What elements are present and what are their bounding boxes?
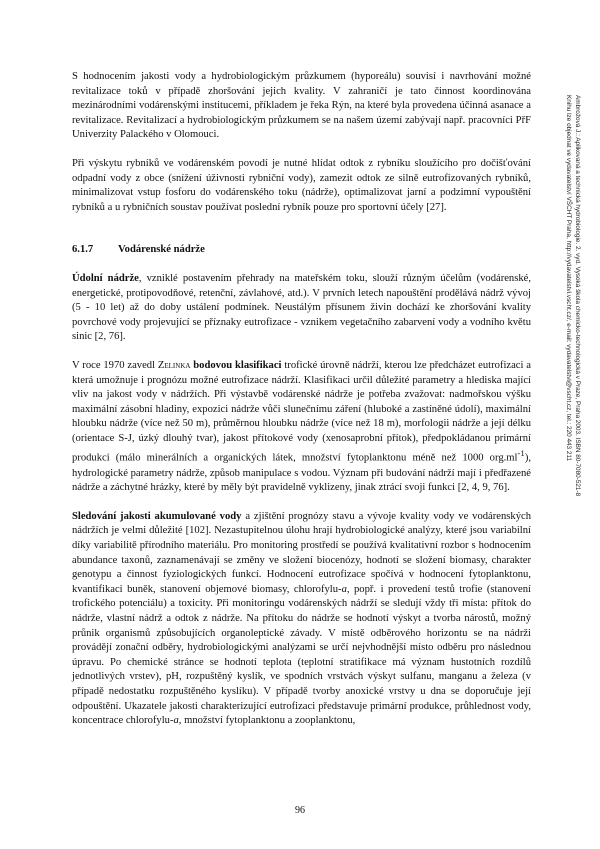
author-zelinka: Zelinka <box>157 359 191 371</box>
unit-exponent: -1 <box>517 448 525 459</box>
term-point-classification: bodovou klasifikaci <box>193 359 282 371</box>
paragraph-revitalization: S hodnocením jakosti vody a hydrobiologickým průzkumem (hyporeálu) souvisí i navrhování možné revitalizace toků v případě zhoršování jejich kvality. V zahraničí je tato činnost koordinována mezinárodními vodárenskými institucemi, příkladem je řeka Rýn, na které byla provedena účinná asanace a revitalizace. Revitalizací a hydrobiologickým průzkumem se na našem území zabývají např. pracovníci PřF Univerzity Palackého v Olomouci. <box>72 71 531 141</box>
side-citation <box>555 95 585 615</box>
section-heading <box>72 243 531 258</box>
paragraph-ponds: Při výskytu rybníků ve vodárenském povodí je nutné hlídat odtok z rybníku sloužícího pro dočišťování odpadní vody z obce (snížení úživnosti rybniční vody), zamezit odtok ze silně eutrofizovaných rybníků, minimalizovat vstup fosforu do vodárenského toku (nádrže), optimalizovat jarní a podzimní vypouštění rybníků a u rybničních soustav používat poslední rybník pouze pro sportovní účely [27]. <box>72 157 531 213</box>
monitoring-text-3: , množství fytoplanktonu a zooplanktonu, <box>178 715 356 727</box>
monitoring-text-2: , popř. i provedení testů trofie (stanovení trofického potenciálu) a toxicity. Při monitoringu vodárenských nádrží se sledují vždy tři místa: přítok do nádrže, vlastní nádrž a odtok z nádrže. Na přítoku do nádrže se hodnotí výskyt a tvorba nárostů, možný průnik organismů způsobujících organoleptické závady. V místě odběrového horizontu se na nádrži provádějí zonační odběry, hydrobiologickými analýzami se určí nejvhodnější místo odběru pro následnou úpravu. Po chemické stránce se hodnotí teplota (teplotní stratifikace má význam hustotních rozdílů jednotlivých vrstev), pH, rozpuštěný kyslík, ve spodních vrstvách výskyt sulfanu, manganu a železa (v případě nedostatku rozpuštěného kyslíku). V případě tvorby anoxické vrstvy u dna se doporučuje její odpouštění. Ukazatele jakosti charakterizující eutrofizaci představuje primární produkce, průhlednost vody, koncentrace chlorofylu- <box>72 583 531 727</box>
valley-reservoirs-text: , vzniklé postavením přehrady na mateřském toku, slouží různým účelům (vodárenské, energetické, protipovodňové, retenční, závlahové, atd.). V prvních letech napouštění prodělává nádrž vývoj (5 - 10 let) až do doby ustálení podmínek. Neustálým přísunem živin dochází ke zhoršování kvality povrchové vody projevující se příznaky eutrofizace - vznikem vegetačního zabarvení vody a vodního květu sinic [2, 76]. <box>72 272 532 343</box>
citation-line-1: Ambrožová J.: Aplikovaná a technická hydrobiologie. 2. vyd. Vysoká škola chemicko-technologická v Praze, Praha 2003. ISBN 80-7080-521-8 <box>574 95 581 497</box>
section-title: Vodárenské nádrže <box>118 244 205 256</box>
term-valley-reservoirs: Údolní nádrže <box>72 272 139 284</box>
zelinka-text-1: V roce 1970 zavedl <box>72 359 158 371</box>
paragraph-zelinka-classification <box>72 359 531 496</box>
zelinka-text-4: ), hydrologické parametry nádrže, způsob manipulace s vodou. Význam při budování nádrží mají i předřazené nádrže a záchytné hrázky, které by měly být pravidelně vyklizeny, jinak ztrácí svoji funkci [2, 4, 9, 76]. <box>72 453 531 494</box>
chlorophyll-a-italic-1: a <box>341 583 347 595</box>
chlorophyll-a-italic-2: a <box>173 715 179 727</box>
monitoring-text-1: a zjištění prognózy stavu a vývoje kvality vody ve vodárenských nádržích je velmi důležité [102]. Nezastupitelnou úlohu hrají hydrobiologické analýzy, které jsou variabilní díky variabilitě přírodního materiálu. Pro monitoring prostředí se používá kvalitativní rozbor s hodnocením abundance taxonů, zaznamenávají se změny ve složení biocenózy, hodnotí se složení biomasy, charakter genotypu a činnost fyziologických funkcí. Hodnocení eutrofizace spočívá v hodnocení fytoplanktonu, kvantifikaci buněk, stanovení objemové biomasy, chlorofylu- <box>72 510 532 595</box>
page-number: 96 <box>295 805 305 816</box>
paragraph-water-monitoring <box>72 510 531 729</box>
citation-line-2: Knihu lze objednat ve vydavatelství VŠCHT Praha, http://vydavatelstvi.vscht.cz/, e-mail: vydavatelstvi@vscht.cz, tel.: 220 443 211 <box>565 95 573 462</box>
zelinka-text-3: trofické úrovně nádrží, kterou lze předcházet eutrofizaci a která umožnuje i prognózu možné eutrofizace nádrží. Klasifikaci určil důležité parametry a hlediska mající vliv na jakost vody v nádržích. Při výstavbě vodárenské nádrže je potřeba zvažovat: nadmořskou výšku maximální zásobní hladiny, expozici nádrže vůči slunečnímu záření (hluboké a zastíněné údolí), maximální hloubku nádrže (více než 50 m), průměrnou hloubku nádrže (více než 18 m), morfologii nádrže a její délku (orientace S-J, úzký dlouhý tvar), jakost přítokové vody (xenosaprobní přítok), předpokládanou primární produkci (málo minerálních a organických látek, množství fytoplanktonu méně než 1000 org.ml <box>72 359 531 464</box>
section-number: 6.1.7 <box>72 244 94 256</box>
term-water-monitoring: Sledování jakosti akumulované vody <box>72 510 242 522</box>
paragraph-valley-reservoirs <box>72 272 531 345</box>
body-text <box>72 70 531 743</box>
